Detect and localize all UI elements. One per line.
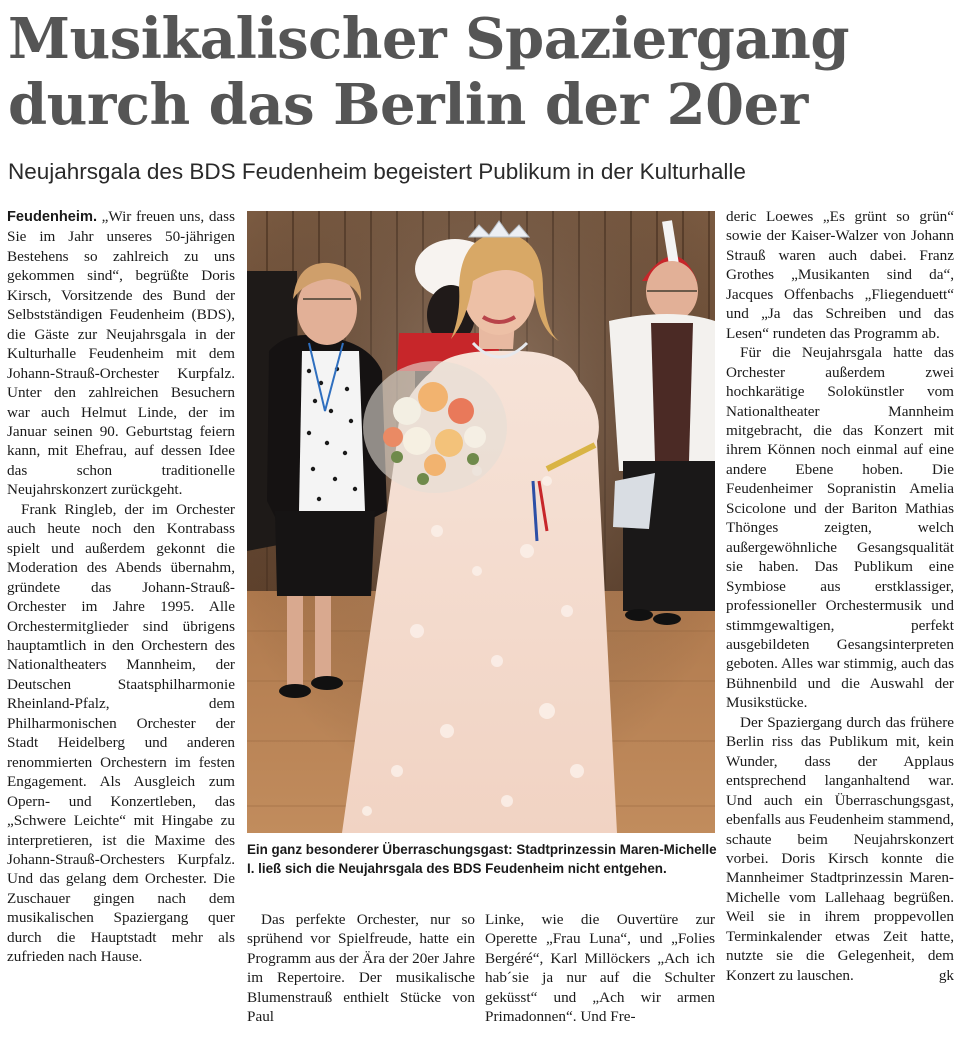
paragraph [7, 207, 235, 500]
paragraph-text: „Wir freuen uns, dass Sie im Jahr unseres 50-jährigen Bestehens so zahlreich zu uns gekommen sind“, begrüßte Doris Kirsch, Vorsitzende des Bund der Selbstständigen Feudenheim (BDS), die Gäste zur Neujahrsgala in der Kulturhalle Feudenheim mit dem Johann-Strauß-Orchester Kurpfalz. Unter den zahlreichen Besuchern war auch Helmut Linde, der im Januar seinen 90. Geburtstag feiern kann, mit Ehefrau, auf dessen Idee das schon traditionelle Neujahrskonzert zurückgeht. [7, 208, 235, 499]
author-initials: gk [938, 966, 954, 984]
paragraph [726, 713, 954, 985]
paragraph-text: Der Spaziergang durch das frühere Berlin riss das Publikum mit, kein Wunder, dass der Applaus entsprechend langanhaltend war. Und auch ein Überraschungsgast, ebenfalls aus Feudenheim stammend, schaute beim Neujahrskonzert vorbei. Doris Kirsch konnte die Mannheimer Stadtprinzessin Maren-Michelle vom Lallehaag begrüßen. Weil sie in ihrem proppevollen Terminkalender etwas Zeit hatte, nutzte sie die Gelegenheit, dem Konzert zu lauschen. [726, 713, 954, 984]
dateline: Feudenheim. [7, 209, 98, 225]
paragraph: Frank Ringleb, der im Orchester auch heute noch den Kontrabass spielt und außerdem gekonnt die Moderation des Abends übernahm, gründete das Johann-Strauß-Orchester im Jahre 1995. Alle Orchestermitglieder sind übrigens hauptamtlich in den Orchestern des Nationaltheaters Mannheim, der Deutschen Staatsphilharmonie Rheinland-Pfalz, dem Philharmonischen Orchester der Stadt Heidelberg und anderen renommierten Orchestern im festen Engagement. Als Ausgleich zum Opern- und Konzertleben, das „Schwere Leichte“ mit Hingabe zu interpretieren, ist die Maxime des Johann-Strauß-Orchesters Kurpfalz. Und das gelang dem Orchester. Die Zuschauer gingen nach dem musikalischen Spaziergang quer durch die Hauptstadt mehr als zufrieden nach Hause. [7, 500, 235, 966]
headline: Musikalischer Spaziergang durch das Berlin der 20er [8, 6, 850, 138]
article-column-4 [726, 207, 954, 985]
article-column-2 [247, 910, 475, 1027]
article-column-3 [485, 910, 715, 1027]
photo-caption: Ein ganz besonderer Überraschungsgast: Stadtprinzessin Maren-Michelle I. ließ sich die Neujahrsgala des BDS Feudenheim nicht entgehen. [247, 842, 717, 876]
paragraph: Linke, wie die Ouvertüre zur Operette „Frau Luna“, und „Folies Bergéré“, Karl Millöckers „Ach ich hab´sie ja nur auf die Schulter geküsst“ und „Ach wir armen Primadonnen“. Und Fre- [485, 911, 715, 1026]
article-photo [247, 211, 715, 833]
paragraph: Das perfekte Orchester, nur so sprühend vor Spielfreude, hatte ein Programm aus der Ära der 20er Jahre im Repertoire. Der musikalische Blumenstrauß enthielt Stücke von Paul [247, 911, 475, 1026]
photo-illustration [247, 211, 715, 833]
bouquet [363, 361, 507, 493]
subheadline: Neujahrsgala des BDS Feudenheim begeistert Publikum in der Kulturhalle [8, 159, 746, 184]
paragraph: deric Loewes „Es grünt so grün“ sowie der Kaiser-Walzer von Johann Strauß waren auch dabei. Franz Grothes „Musikanten sind da“, Jacques Offenbachs „Fliegenduett“ und „Ja das Schreiben und das Lesen“ rundeten das Programm ab. [726, 208, 954, 342]
article-column-1 [7, 207, 235, 967]
paragraph: Für die Neujahrsgala hatte das Orchester außerdem zwei hochkarätige Solokünstler vom Nationaltheater Mannheim mitgebracht, die das Konzert mit ihrem Können noch einmal auf eine andere Ebene hoben. Die Feudenheimer Sopranistin Amelia Scicolone und der Bariton Mathias Thönges zeigten, welch außergewöhnliche Gesangsqualität sie haben. Das Publikum eine Symbiose aus erstklassiger, professioneller Orchestermusik und stimmgewaltigen, perfekt ausgebildeten Gesangsinterpreten geboten. Alles war stimmig, auch das Bühnenbild und die Auswahl der Musikstücke. [726, 344, 954, 712]
